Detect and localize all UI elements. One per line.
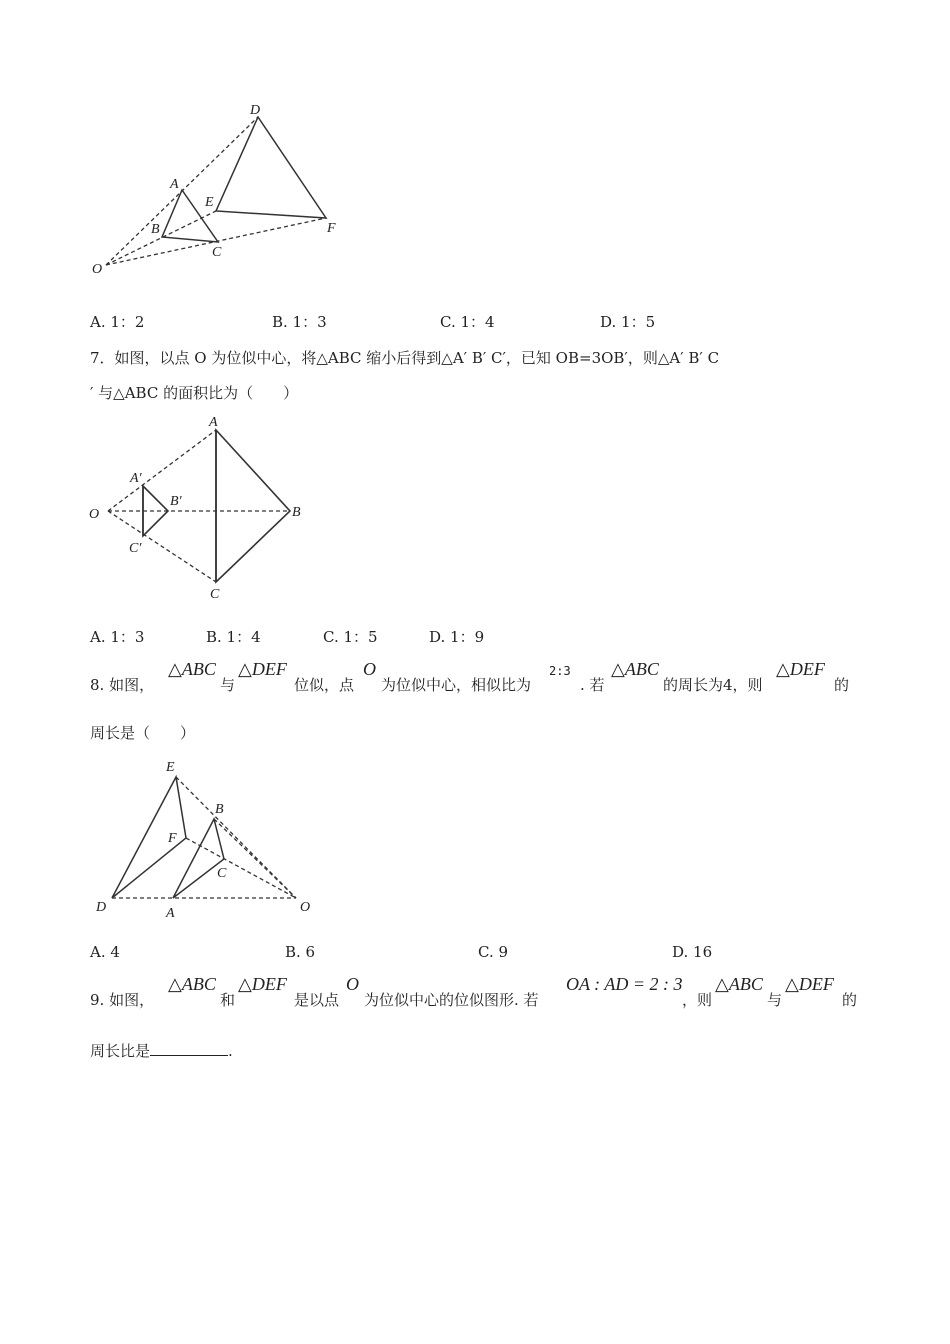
q8-prefix: 8. 如图， (90, 676, 155, 694)
q9-and: 和 (220, 991, 236, 1009)
label-D: D (96, 900, 107, 915)
label-C: C (210, 587, 220, 602)
q9-line2-suffix: . (228, 1042, 233, 1060)
q8-triangle-def-2: △DEF (776, 659, 825, 679)
q9-text5: 的 (842, 991, 858, 1009)
q7-text-line2: ′ 与△ABC 的面积比为（ ） (90, 384, 299, 402)
q9-line2 (90, 1041, 233, 1061)
label-B: B (292, 505, 301, 520)
q8-text3: 为位似中心，相似比为 (381, 676, 532, 694)
q9-triangle-abc-2: △ABC (715, 974, 763, 994)
q8-option-b[interactable]: B. 6 (285, 943, 316, 961)
q7-option-b[interactable]: B. 1：4 (206, 628, 261, 646)
label-C-prime: C′ (129, 541, 142, 556)
q8-triangle-def: △DEF (238, 659, 287, 679)
label-O: O (92, 262, 103, 277)
q6-option-b[interactable]: B. 1：3 (272, 313, 327, 331)
q8-point-o: O (363, 659, 376, 679)
q9-ratio: OA : AD = 2 : 3 (566, 974, 683, 994)
label-E: E (166, 760, 175, 775)
label-B: B (215, 802, 224, 817)
q7-text-line1: 7．如图，以点 O 为位似中心，将△ABC 缩小后得到△A′ B′ C′，已知 OB=3OB′，则△A′ B′ C (90, 349, 720, 367)
label-O: O (89, 507, 100, 522)
q8-ratio: 2:3 (549, 664, 571, 678)
q9-line2-prefix: 周长比是 (90, 1042, 151, 1060)
q8-option-c[interactable]: C. 9 (478, 943, 509, 961)
q9-triangle-def-2: △DEF (785, 974, 834, 994)
q9-point-o: O (346, 974, 359, 994)
q9-text3: 为位似中心的位似图形. 若 (364, 991, 539, 1009)
label-B-prime: B′ (170, 494, 182, 509)
q9-answer-blank[interactable] (150, 1041, 228, 1056)
q6-option-c[interactable]: C. 1：4 (440, 313, 495, 331)
q8-option-a[interactable]: A. 4 (90, 943, 120, 961)
q8-option-d[interactable]: D. 16 (672, 943, 713, 961)
q8-text2: 位似，点 (294, 676, 355, 694)
q6-option-d[interactable]: D. 1：5 (600, 313, 656, 331)
q9-text2: 是以点 (294, 991, 340, 1009)
label-A: A (209, 415, 218, 430)
q8-text5: 的周长为4，则 (663, 676, 763, 694)
q7-option-c[interactable]: C. 1：5 (323, 628, 378, 646)
label-C: C (212, 245, 222, 260)
q9-text4: ，则 (682, 991, 713, 1009)
figure-q8 (90, 750, 325, 925)
q9-with: 与 (767, 991, 783, 1009)
label-B: B (151, 222, 160, 237)
label-C: C (217, 866, 227, 881)
q8-triangle-abc: △ABC (168, 659, 216, 679)
q7-option-a[interactable]: A. 1：3 (90, 628, 145, 646)
label-A-prime: A′ (130, 471, 142, 486)
q8-text-line2: 周长是（ ） (90, 724, 196, 742)
q9-triangle-abc: △ABC (168, 974, 216, 994)
label-A: A (166, 906, 175, 921)
label-O: O (300, 900, 311, 915)
q7-option-d[interactable]: D. 1：9 (429, 628, 485, 646)
q8-with: 与 (220, 676, 236, 694)
figure-q7 (85, 410, 315, 610)
q9-triangle-def: △DEF (238, 974, 287, 994)
q8-text4: . 若 (580, 676, 605, 694)
q8-triangle-abc-2: △ABC (611, 659, 659, 679)
figure-q6 (85, 95, 355, 285)
label-A: A (170, 177, 179, 192)
label-F: F (327, 221, 336, 236)
q6-option-a[interactable]: A. 1：2 (90, 313, 145, 331)
label-E: E (205, 195, 214, 210)
q8-text6: 的 (834, 676, 850, 694)
label-F: F (168, 831, 177, 846)
q9-prefix: 9. 如图， (90, 991, 155, 1009)
label-D: D (250, 103, 261, 118)
